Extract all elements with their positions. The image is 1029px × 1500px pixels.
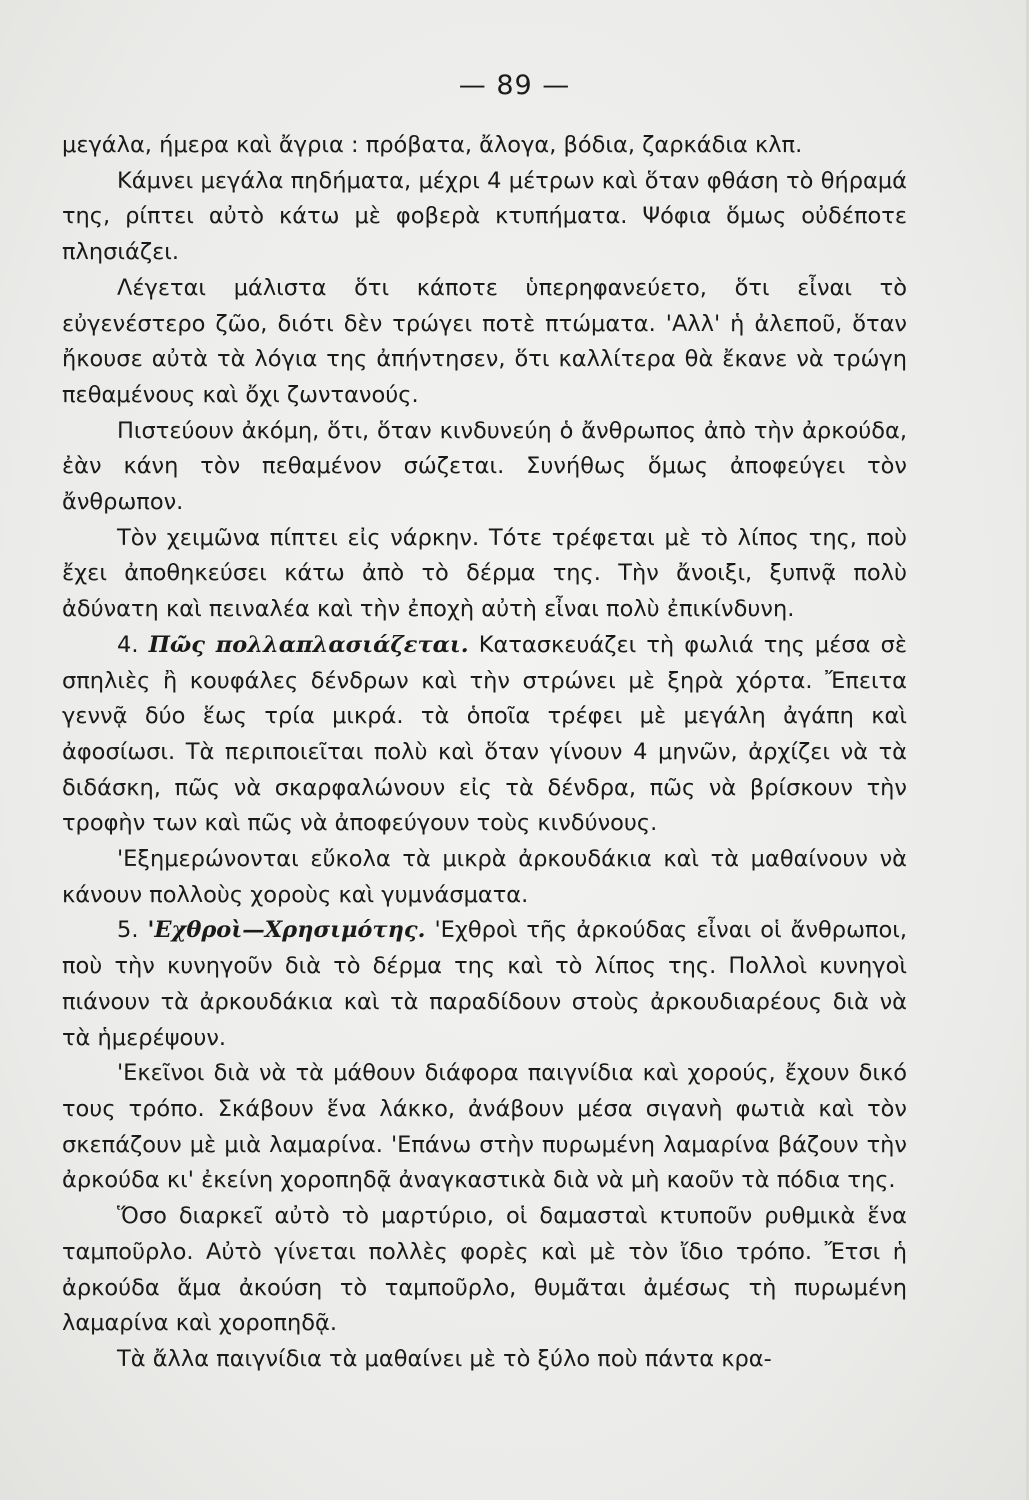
paragraph (62, 1056, 907, 1199)
paragraph (62, 128, 907, 164)
body-text (62, 128, 907, 1378)
section-number: 5. (117, 917, 139, 944)
paragraph (62, 164, 907, 271)
paragraph-text: 'Εχθροὶ τῆς ἀρκούδας εἶναι οἱ ἄνθρωποι, ποὺ τὴν κυνηγοῦν διὰ τὸ δέρμα της καὶ τὸ λίπος της. Πολλοὶ κυνηγοὶ πιάνουν τὰ ἀρκουδάκια καὶ τὰ παραδίδουν στοὺς ἀρκουδιαρέους διὰ νὰ τὰ ἡμερέψουν. (62, 917, 907, 1051)
paragraph-text: 'Εκεῖνοι διὰ νὰ τὰ μάθουν διάφορα παιγνίδια καὶ χορούς, ἔχουν δικό τους τρόπο. Σκάβουν ἕνα λάκκο, ἀνάβουν μέσα σιγανὴ φωτιὰ καὶ τὸν σκεπάζουν μὲ μιὰ λαμαρίνα. 'Επάνω στὴν πυρωμένη λαμαρίνα βάζουν τὴν ἀρκούδα κι' ἐκείνη χοροπηδᾷ ἀναγκαστικὰ διὰ νὰ μὴ καοῦν τὰ πόδια της. (62, 1060, 907, 1194)
paragraph (62, 271, 907, 414)
paragraph-text: μεγάλα, ήμερα καὶ ἄγρια : πρόβατα, ἄλογα, βόδια, ζαρκάδια κλπ. (62, 132, 803, 158)
paragraph-text: Τὰ ἄλλα παιγνίδια τὰ μαθαίνει μὲ τὸ ξύλο ποὺ πάντα κρα- (117, 1345, 772, 1372)
page-number: — 89 — (458, 70, 571, 101)
section-title: Πῶς πολλαπλασιάζεται. (148, 631, 469, 658)
paragraph-text: Πιστεύουν ἀκόμη, ὅτι, ὅταν κινδυνεύη ὁ ἄνθρωπος ἀπὸ τὴν ἀρκούδα, ἐὰν κάνη τὸν πεθαμένον σώζεται. Συνήθως ὅμως ἀποφεύγει τὸν ἄνθρωπον. (62, 417, 907, 516)
paragraph-text: Τὸν χειμῶνα πίπτει εἰς νάρκην. Τότε τρέφεται μὲ τὸ λίπος της, ποὺ ἔχει ἀποθηκεύσει κάτω ἀπὸ τὸ δέρμα της. Τὴν ἄνοιξι, ξυπνᾷ πολὺ ἀδύνατη καὶ πειναλέα καὶ τὴν ἐποχὴ αὐτὴ εἶναι πολὺ ἐπικίνδυνη. (62, 524, 907, 623)
paragraph-text: Κάμνει μεγάλα πηδήματα, μέχρι 4 μέτρων καὶ ὅταν φθάση τὸ θήραμά της, ρίπτει αὐτὸ κάτω μὲ φοβερὰ κτυπήματα. Ψόφια ὅμως οὐδέποτε πλησιάζει. (62, 167, 907, 266)
paragraph (62, 842, 907, 913)
paragraph (62, 1199, 907, 1342)
section-title: 'Εχθροὶ—Χρησιμότης. (147, 917, 426, 944)
paragraph (62, 1342, 907, 1378)
section-number: 4. (117, 631, 139, 658)
paragraph-text: Ὅσο διαρκεῖ αὐτὸ τὸ μαρτύριο, οἱ δαμασταὶ κτυποῦν ρυθμικὰ ἕνα ταμποῦρλο. Αὐτὸ γίνεται πολλὲς φορὲς καὶ μὲ τὸν ἴδιο τρόπο. Ἔτσι ἡ ἀρκούδα ἅμα ἀκούση τὸ ταμποῦρλο, θυμᾶται ἀμέσως τὴ πυρωμένη λαμαρίνα καὶ χοροπηδᾷ. (62, 1203, 907, 1337)
paragraph-section-4 (62, 628, 907, 842)
paragraph-text: Λέγεται μάλιστα ὅτι κάποτε ὑπερηφανεύετο, ὅτι εἶναι τὸ εὐγενέστερο ζῶο, διότι δὲν τρώγει ποτὲ πτώματα. 'Αλλ' ἡ ἀλεποῦ, ὅταν ἤκουσε αὐτὰ τὰ λόγια της ἀπήντησεν, ὅτι καλλίτερα θὰ ἔκανε νὰ τρώγη πεθαμένους καὶ ὄχι ζωντανούς. (62, 274, 907, 408)
paragraph-text: 'Εξημερώνονται εὔκολα τὰ μικρὰ ἀρκουδάκια καὶ τὰ μαθαίνουν νὰ κάνουν πολλοὺς χοροὺς καὶ γυμνάσματα. (62, 846, 907, 908)
paragraph-section-5 (62, 913, 907, 1056)
paragraph (62, 521, 907, 628)
paragraph-text: Κατασκευάζει τὴ φωλιά της μέσα σὲ σπηλιὲς ἢ κουφάλες δένδρων καὶ τὴν στρώνει μὲ ξηρὰ χόρτα. Ἔπειτα γεννᾷ δύο ἕως τρία μικρά. τὰ ὁποῖα τρέφει μὲ μεγάλη ἀγάπη καὶ ἀφοσίωσι. Τὰ περιποιεῖται πολὺ καὶ ὅταν γίνουν 4 μηνῶν, ἀρχίζει νὰ τὰ διδάσκη, πῶς νὰ σκαρφαλώνουν εἰς τὰ δένδρα, πῶς νὰ βρίσκουν τὴν τροφὴν των καὶ πῶς νὰ ἀποφεύγουν τοὺς κινδύνους. (62, 631, 908, 837)
paragraph (62, 414, 907, 521)
